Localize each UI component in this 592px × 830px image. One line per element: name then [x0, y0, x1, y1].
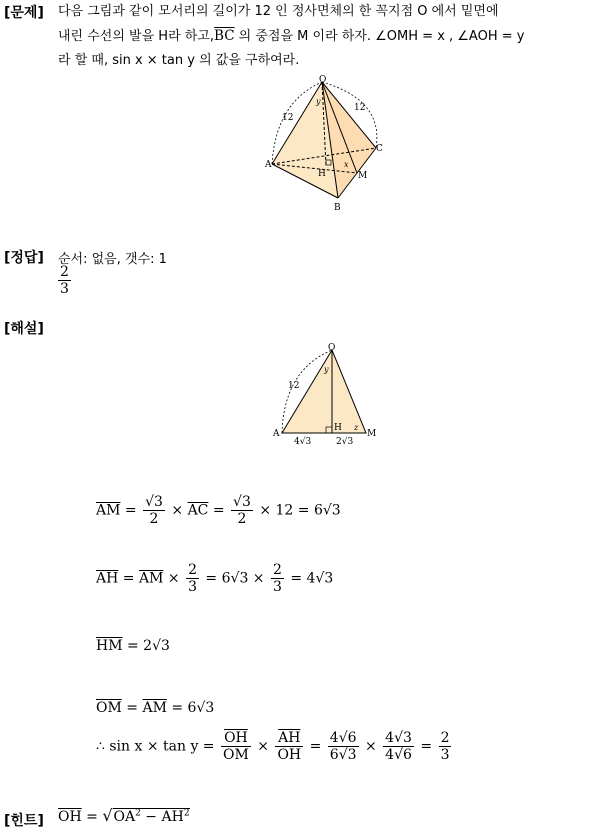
eq5-num-2: $\overline{AH}$	[275, 730, 303, 747]
eq2-am: $\overline{AM}$	[138, 570, 164, 587]
label-b: B	[334, 203, 341, 213]
eq2-frac-2	[271, 562, 284, 595]
eq1-den-1: 2	[149, 511, 159, 527]
label2-m: M	[367, 429, 377, 439]
label2-h: H	[334, 423, 342, 433]
label-x: x	[344, 160, 349, 169]
problem-line-2b: 의 중점을 M 이라 하자. ∠OMH = x , ∠AOH = y	[234, 29, 525, 44]
label2-y: y	[324, 365, 329, 374]
eq4-lhs: $\overline{OM}$	[96, 700, 122, 716]
triangle-figure	[270, 340, 385, 448]
sqrt-sign: √	[102, 806, 113, 825]
eq5-num-3: 4√6	[329, 730, 357, 746]
answer-fraction	[56, 264, 73, 297]
hint-exp-1: 2	[135, 808, 141, 819]
sqrt-body: $OA^2 - \overline{AH}^2$	[113, 808, 190, 825]
eq1-num-1: √3	[145, 494, 163, 510]
hint-tag: [힌트]	[4, 813, 44, 829]
eq2-den-1: 3	[188, 579, 197, 595]
hint-lhs: $\overline{OH}$	[58, 809, 82, 825]
hint-oa: OA	[113, 809, 136, 825]
eq1-ac: $\overline{AC}$	[187, 502, 209, 519]
equation-5: ∴ sin x × tan y = $\frac{\overline{OH}}{OM}$ × $\frac{\overline{AH}}{OH}$ = $\frac{4√6}{6√3}$ × $\frac{4√3}{4√6}$ = $\frac{2}{3}$	[96, 730, 450, 763]
label-edge-oa: 12	[282, 113, 294, 123]
eq2-times: ×	[167, 570, 185, 587]
problem-text	[58, 0, 590, 73]
eq1-den-2: 2	[237, 511, 247, 527]
eq5-frac-1	[221, 730, 251, 763]
answer-num: 2	[60, 264, 69, 280]
eq2-num-2: 2	[272, 562, 282, 578]
explanation-tag: [해설]	[4, 321, 44, 337]
eq1-frac-1	[143, 494, 165, 527]
equation-4: $\overline{OM} = \overline{AM} = 6√3$	[96, 700, 215, 716]
label-m: M	[358, 171, 368, 181]
problem-line-3: 라 할 때, sin x × tan y 의 값을 구하여라.	[58, 53, 300, 68]
eq5-prefix: ∴ sin x × tan y =	[96, 738, 219, 755]
answer-text: 순서: 없음, 갯수: 1	[58, 252, 167, 267]
eq5-frac-4	[383, 730, 414, 763]
eq5-frac-2	[275, 730, 303, 763]
eq4-am: $\overline{AM}$	[142, 700, 167, 716]
label-c: C	[376, 144, 383, 154]
answer-frac	[58, 264, 71, 297]
equation-1: $\overline{AM}$ = $\frac{√3}{2}$ × $\overline{AC}$ = $\frac{√3}{2}$ × 12 = 6√3	[96, 494, 341, 527]
triangle-oam	[282, 350, 366, 433]
eq1-frac-2	[231, 494, 253, 527]
eq5-frac-5	[439, 730, 452, 763]
eq5-den-1: OM	[223, 747, 249, 763]
tetrahedron-figure	[262, 74, 392, 214]
label2-ah: 4√3	[294, 437, 312, 447]
eq2-mid: = 6√3 ×	[200, 570, 269, 587]
label-edge-oc: 12	[354, 103, 366, 113]
problem-line-2	[58, 24, 590, 49]
label-o: O	[319, 75, 327, 85]
segment-bc: $\overline{BC}$	[214, 28, 235, 44]
label-y: y	[316, 97, 321, 106]
hint-equation: $\overline{OH} = √OA^2 - \overline{AH}^2$	[58, 806, 190, 825]
eq3-result: = 2√3	[122, 638, 170, 654]
problem-tag: [문제]	[4, 5, 44, 21]
eq2-den-2: 3	[272, 579, 282, 595]
eq5-den-5: 3	[440, 747, 450, 763]
problem-line-2a: 내린 수선의 발을 H라 하고,	[58, 29, 215, 44]
problem-line-1: 다음 그림과 같이 모서리의 길이가 12 인 정사면체의 한 꼭지점 O 에서 밑면에	[58, 4, 499, 19]
eq2-num-1: 2	[188, 562, 197, 578]
hint-exp-2: 2	[183, 808, 190, 819]
equation-3	[96, 638, 170, 654]
label2-hm: 2√3	[336, 437, 354, 447]
eq2-lhs: $\overline{AH}$	[96, 570, 119, 587]
label2-edge: 12	[288, 381, 300, 391]
equation-2: $\overline{AH} = \overline{AM}$ × $\frac{2}{3}$ = 6√3 × $\frac{2}{3}$ = 4√3	[96, 562, 334, 595]
eq5-den-2: OH	[277, 747, 302, 763]
answer-den: 3	[60, 281, 69, 297]
eq1-lhs: $\overline{AM}$	[96, 502, 121, 519]
eq4-result: = 6√3	[166, 700, 215, 716]
label2-z: z	[354, 423, 359, 432]
label2-a: A	[273, 429, 280, 439]
eq5-num-4: 4√3	[385, 730, 412, 746]
eq5-num-5: 2	[440, 730, 450, 746]
eq5-den-4: 4√6	[385, 747, 412, 763]
eq3-lhs: $\overline{HM}$	[96, 638, 123, 654]
eq2-frac-1	[186, 562, 199, 595]
eq5-frac-3	[328, 730, 359, 763]
eq5-num-1: $\overline{OH}$	[221, 730, 251, 747]
label2-o: O	[328, 343, 336, 353]
label-a: A	[265, 160, 272, 170]
eq1-result: × 12 = 6√3	[259, 502, 341, 519]
eq2-result: = 4√3	[285, 570, 334, 587]
eq1-num-2: √3	[233, 494, 251, 510]
label-h: H	[318, 169, 326, 179]
eq5-den-3: 6√3	[329, 747, 357, 763]
hint-ah: $\overline{AH}$	[161, 809, 184, 825]
answer-tag: [정답]	[4, 250, 44, 266]
